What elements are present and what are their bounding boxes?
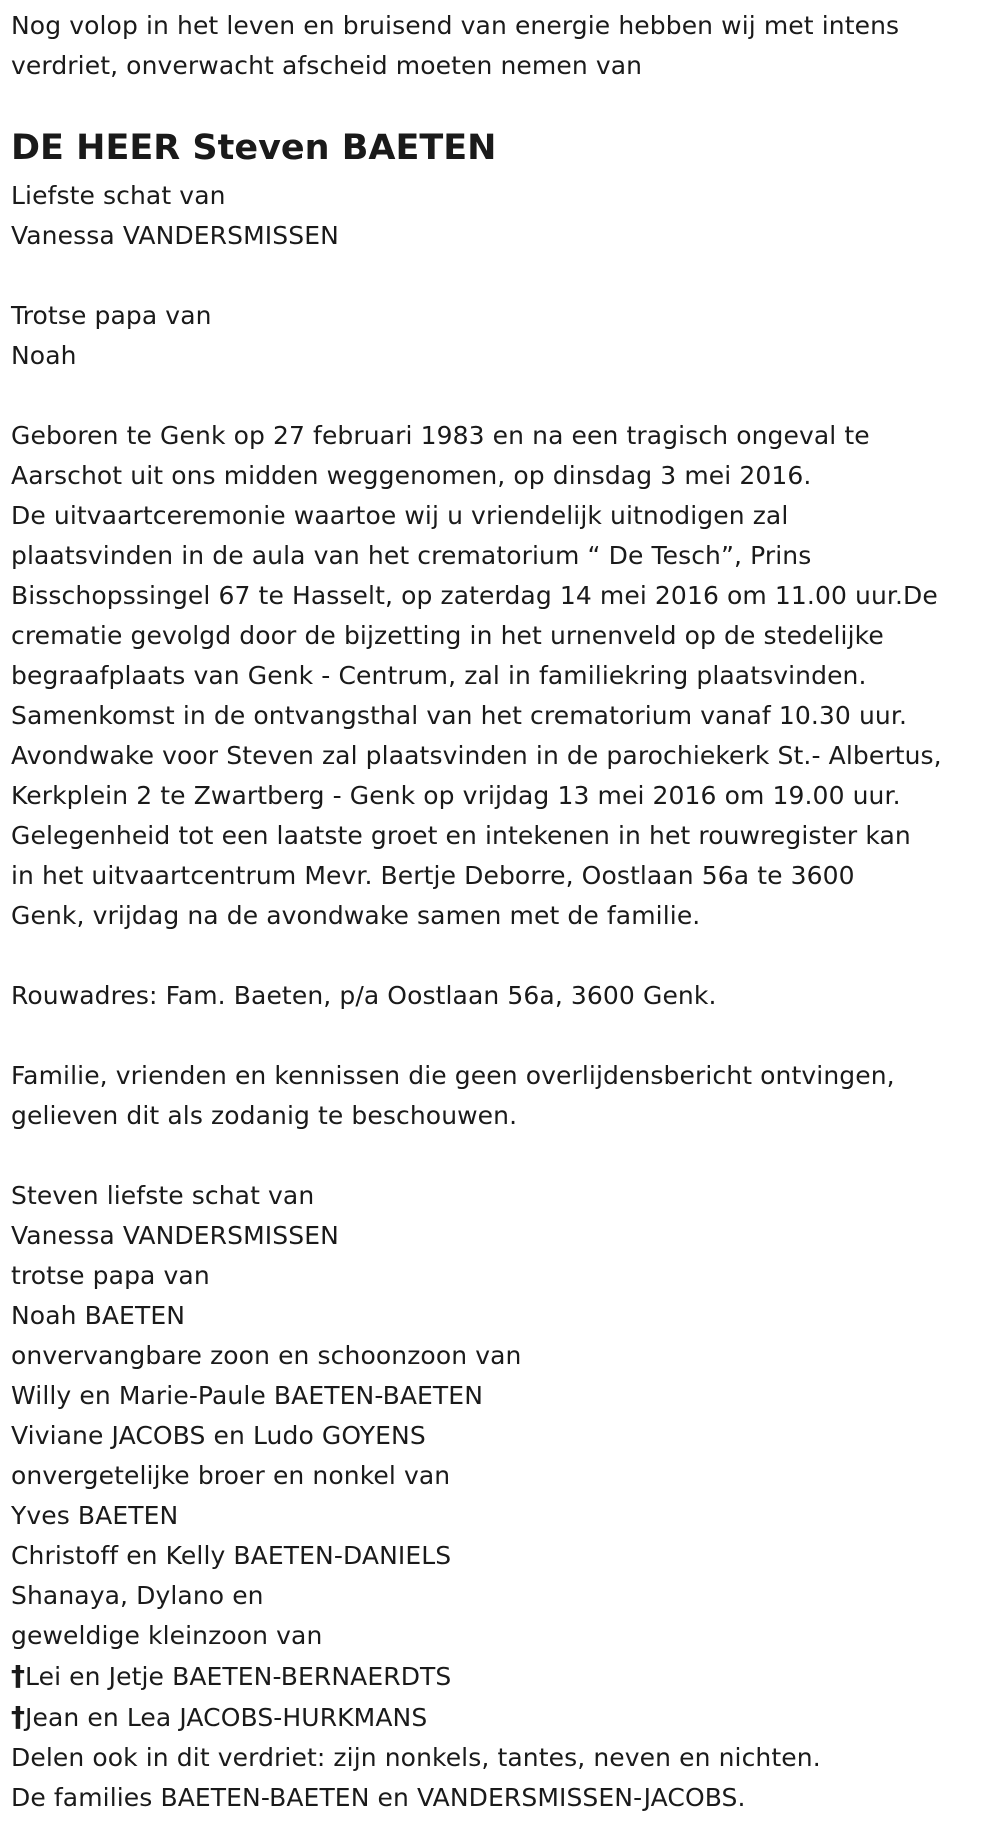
- details-line: Gelegenheid tot een laatste groet en intekenen in het rouwregister kan: [11, 821, 911, 850]
- details-line: in het uitvaartcentrum Mevr. Bertje Deborre, Oostlaan 56a te 3600: [11, 861, 855, 890]
- child-section: [11, 296, 990, 376]
- details-line: begraafplaats van Genk - Centrum, zal in familiekring plaatsvinden.: [11, 661, 867, 690]
- family-line: Willy en Marie-Paule BAETEN-BAETEN: [11, 1381, 483, 1410]
- family-line: onvervangbare zoon en schoonzoon van: [11, 1341, 522, 1370]
- details-section: [11, 416, 990, 936]
- intro-line: Nog volop in het leven en bruisend van energie hebben wij met intens: [11, 11, 900, 40]
- spacer: [11, 1016, 990, 1056]
- notice-line: gelieven dit als zodanig te beschouwen.: [11, 1101, 518, 1130]
- details-line: Kerkplein 2 te Zwartberg - Genk op vrijdag 13 mei 2016 om 19.00 uur.: [11, 781, 901, 810]
- family-line: Yves BAETEN: [11, 1501, 179, 1530]
- partner-label: Liefste schat van: [11, 181, 226, 210]
- family-line: Christoff en Kelly BAETEN-DANIELS: [11, 1541, 452, 1570]
- deceased-grandparents-line: [11, 1656, 990, 1697]
- partner-section: [11, 176, 990, 256]
- family-line-text: Jean en Lea JACOBS-HURKMANS: [25, 1703, 428, 1732]
- intro-section: [11, 6, 990, 86]
- family-line: De families BAETEN-BAETEN en VANDERSMISSEN-JACOBS.: [11, 1783, 746, 1812]
- details-line: Aarschot uit ons midden weggenomen, op dinsdag 3 mei 2016.: [11, 461, 812, 490]
- family-line: trotse papa van: [11, 1261, 210, 1290]
- child-name: Noah: [11, 341, 77, 370]
- details-line: plaatsvinden in de aula van het crematorium “ De Tesch”, Prins: [11, 541, 812, 570]
- cross-icon: †: [11, 1700, 26, 1733]
- family-line: Vanessa VANDERSMISSEN: [11, 1221, 339, 1250]
- details-line: Avondwake voor Steven zal plaatsvinden in de parochiekerk St.- Albertus,: [11, 741, 942, 770]
- family-line: Shanaya, Dylano en: [11, 1581, 264, 1610]
- deceased-grandparents-line: [11, 1697, 990, 1738]
- details-line: Samenkomst in de ontvangsthal van het crematorium vanaf 10.30 uur.: [11, 701, 908, 730]
- mourning-address: Rouwadres: Fam. Baeten, p/a Oostlaan 56a, 3600 Genk.: [11, 981, 717, 1010]
- details-line: crematie gevolgd door de bijzetting in het urnenveld op de stedelijke: [11, 621, 884, 650]
- cross-icon: †: [11, 1659, 26, 1692]
- intro-line: verdriet, onverwacht afscheid moeten nemen van: [11, 51, 643, 80]
- partner-name: Vanessa VANDERSMISSEN: [11, 221, 339, 250]
- spacer: [11, 376, 990, 416]
- details-line: Geboren te Genk op 27 februari 1983 en na een tragisch ongeval te: [11, 421, 870, 450]
- family-line: Viviane JACOBS en Ludo GOYENS: [11, 1421, 426, 1450]
- family-line-text: Lei en Jetje BAETEN-BERNAERDTS: [25, 1662, 452, 1691]
- notice-section: [11, 1056, 990, 1136]
- family-line: geweldige kleinzoon van: [11, 1621, 323, 1650]
- spacer: [11, 1136, 990, 1176]
- family-line: Steven liefste schat van: [11, 1181, 315, 1210]
- details-line: Bisschopssingel 67 te Hasselt, op zaterdag 14 mei 2016 om 11.00 uur.De: [11, 581, 938, 610]
- family-line: onvergetelijke broer en nonkel van: [11, 1461, 451, 1490]
- deceased-name-title: DE HEER Steven BAETEN: [11, 128, 497, 168]
- family-section: [11, 1176, 990, 1818]
- notice-line: Familie, vrienden en kennissen die geen overlijdensbericht ontvingen,: [11, 1061, 895, 1090]
- family-line: Noah BAETEN: [11, 1301, 186, 1330]
- child-label: Trotse papa van: [11, 301, 212, 330]
- spacer: [11, 936, 990, 976]
- family-line: Delen ook in dit verdriet: zijn nonkels, tantes, neven en nichten.: [11, 1743, 821, 1772]
- details-line: De uitvaartceremonie waartoe wij u vriendelijk uitnodigen zal: [11, 501, 789, 530]
- spacer: [11, 256, 990, 296]
- details-line: Genk, vrijdag na de avondwake samen met de familie.: [11, 901, 701, 930]
